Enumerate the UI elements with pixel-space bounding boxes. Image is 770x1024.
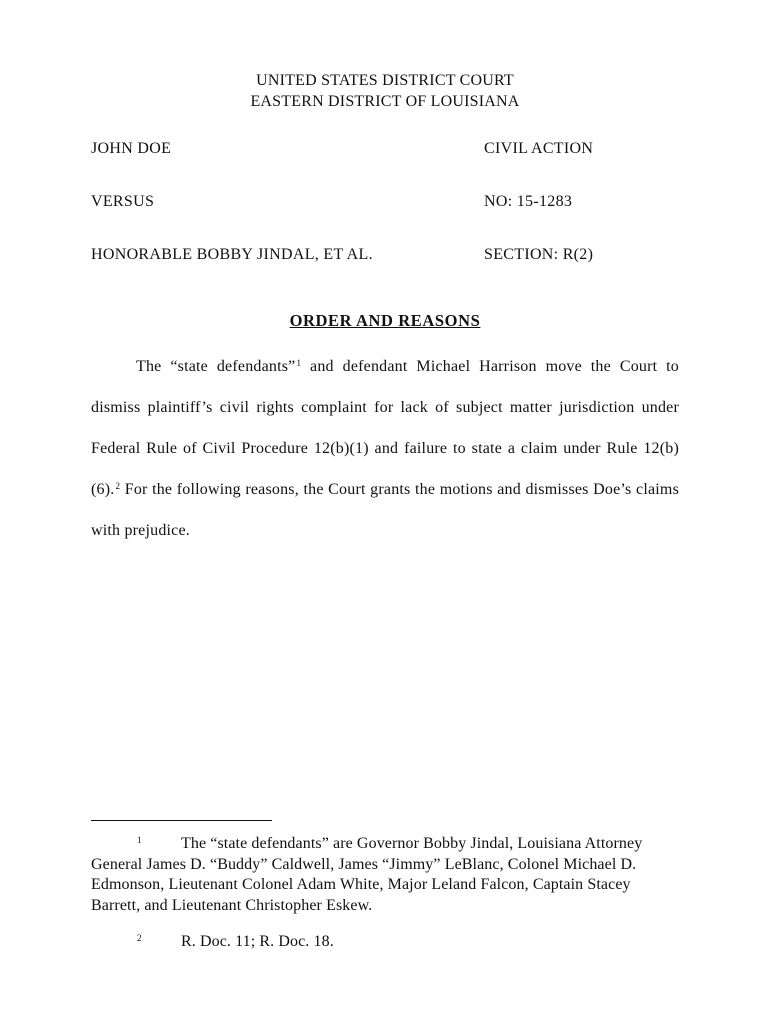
paragraph-text-1: The “state defendants”: [136, 358, 296, 375]
footnote-2: [91, 932, 661, 953]
case-number: NO: 15-1283: [484, 193, 573, 210]
action-type: CIVIL ACTION: [484, 140, 594, 157]
court-header: [0, 70, 770, 112]
court-district: EASTERN DISTRICT OF LOUISIANA: [250, 93, 520, 110]
footnote-ref-2: 2: [115, 481, 121, 491]
order-body: [91, 346, 679, 551]
paragraph-text-2: and defendant Michael Harrison move the Court to dismiss plaintiff’s civil rights complaint for lack of subject matter jurisdiction under Federal Rule of Civil Procedure 12(b)(1) and failure to state a claim under Rule 12(b)(6).: [91, 358, 679, 498]
defendant-name: HONORABLE BOBBY JINDAL, ET AL.: [91, 246, 373, 263]
footnotes-section: [91, 834, 661, 969]
order-paragraph: [91, 346, 679, 551]
plaintiff-name: JOHN DOE: [91, 140, 172, 157]
section-label: SECTION: R(2): [484, 246, 594, 263]
paragraph-text-3: For the following reasons, the Court grants the motions and dismisses Doe’s claims with prejudice.: [91, 481, 679, 539]
footnote-text: R. Doc. 11; R. Doc. 18.: [181, 933, 334, 950]
footnote-divider: [91, 820, 272, 821]
court-name: UNITED STATES DISTRICT COURT: [256, 72, 514, 89]
order-title: ORDER AND REASONS: [289, 311, 481, 330]
footnote-number: 2: [137, 933, 142, 943]
versus-label: VERSUS: [91, 193, 155, 210]
footnote-text: The “state defendants” are Governor Bobby Jindal, Louisiana Attorney General James D. “Buddy” Caldwell, James “Jimmy” LeBlanc, Colonel Michael D. Edmonson, Lieutenant Colonel Adam White, Major Leland Falcon, Captain Stacey Barrett, and Lieutenant Christopher Eskew.: [91, 835, 643, 914]
footnote-ref-1: 1: [296, 358, 302, 368]
footnote-1: [91, 834, 661, 916]
footnote-number: 1: [137, 835, 142, 845]
